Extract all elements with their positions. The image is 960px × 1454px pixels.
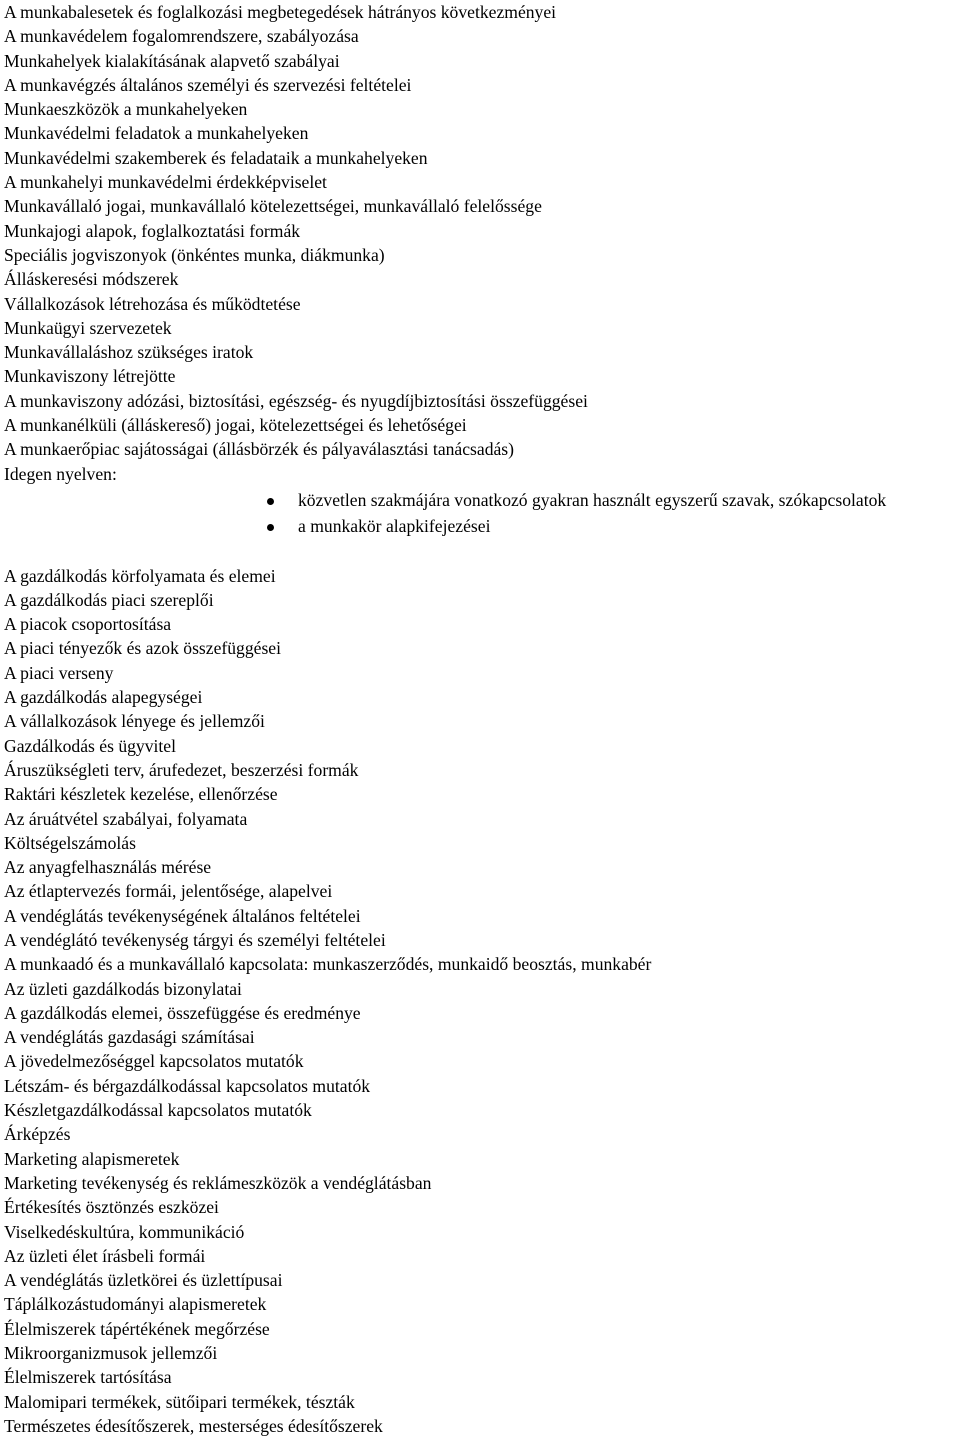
- topic-line: A gazdálkodás alapegységei: [4, 687, 203, 708]
- topic-line: Élelmiszerek tartósítása: [4, 1367, 172, 1388]
- topic-line: A vendéglátás tevékenységének általános feltételei: [4, 905, 361, 926]
- topic-line: Táplálkozástudományi alapismeretek: [4, 1294, 267, 1315]
- topic-line: Munkajogi alapok, foglalkoztatási formák: [4, 220, 301, 241]
- topic-line: Speciális jogviszonyok (önkéntes munka, diákmunka): [4, 244, 385, 265]
- topic-line: Értékesítés ösztönzés eszközei: [4, 1197, 219, 1218]
- bullet-item: [4, 488, 958, 512]
- topic-line: A vendéglátás üzletkörei és üzlettípusai: [4, 1270, 283, 1291]
- topic-line: A piaci verseny: [4, 662, 114, 683]
- topic-list-1: [4, 0, 958, 486]
- bullet-item: [4, 514, 958, 538]
- topic-line: A munkaadó és a munkavállaló kapcsolata: munkaszerződés, munkaidő beosztás, munkabér: [4, 954, 652, 975]
- topic-line: Malomipari termékek, sütőipari termékek, tészták: [4, 1391, 355, 1412]
- topic-line: Gazdálkodás és ügyvitel: [4, 735, 176, 756]
- topic-line: Az étlaptervezés formái, jelentősége, alapelvei: [4, 881, 333, 902]
- topic-line: A munkanélküli (álláskereső) jogai, kötelezettségei és lehetőségei: [4, 415, 467, 436]
- topic-line: Az üzleti élet írásbeli formái: [4, 1245, 206, 1266]
- topic-line: Vállalkozások létrehozása és működtetése: [4, 293, 301, 314]
- topic-line: Munkaeszközök a munkahelyeken: [4, 99, 248, 120]
- topic-line: Munkavállaló jogai, munkavállaló kötelezettségei, munkavállaló felelőssége: [4, 196, 542, 217]
- topic-line: A vendéglátó tevékenység tárgyi és személyi feltételei: [4, 929, 386, 950]
- topic-list-2: [4, 564, 958, 1439]
- bullet-dot-icon: [267, 498, 274, 505]
- topic-line: A piacok csoportosítása: [4, 614, 172, 635]
- topic-line: Létszám- és bérgazdálkodással kapcsolatos mutatók: [4, 1075, 371, 1096]
- topic-line: Idegen nyelven:: [4, 463, 117, 484]
- topic-line: A gazdálkodás piaci szereplői: [4, 589, 214, 610]
- topic-line: Élelmiszerek tápértékének megőrzése: [4, 1318, 270, 1339]
- topic-line: Árképzés: [4, 1124, 71, 1145]
- topic-line: A vállalkozások lényege és jellemzői: [4, 711, 265, 732]
- topic-line: Munkaügyi szervezetek: [4, 317, 172, 338]
- topic-line: Költségelszámolás: [4, 832, 136, 853]
- topic-line: Munkaviszony létrejötte: [4, 366, 176, 387]
- topic-line: A vendéglátás gazdasági számításai: [4, 1027, 255, 1048]
- topic-line: Készletgazdálkodással kapcsolatos mutatók: [4, 1100, 312, 1121]
- topic-line: Az áruátvétel szabályai, folyamata: [4, 808, 248, 829]
- topic-line: Marketing tevékenység és reklámeszközök a vendéglátásban: [4, 1172, 432, 1193]
- topic-line: A munkaerőpiac sajátosságai (állásbörzék és pályaválasztási tanácsadás): [4, 439, 515, 460]
- topic-line: A munkavédelem fogalomrendszere, szabályozása: [4, 26, 359, 47]
- topic-line: A gazdálkodás elemei, összefüggése és eredménye: [4, 1002, 361, 1023]
- topic-line: Természetes édesítőszerek, mesterséges édesítőszerek: [4, 1415, 383, 1436]
- topic-line: Viselkedéskultúra, kommunikáció: [4, 1221, 245, 1242]
- bullet-text: közvetlen szakmájára vonatkozó gyakran használt egyszerű szavak, szókapcsolatok: [298, 489, 887, 510]
- bullet-text: a munkakör alapkifejezései: [298, 516, 491, 537]
- document: [4, 0, 958, 1438]
- topic-line: Munkavédelmi feladatok a munkahelyeken: [4, 123, 309, 144]
- topic-line: Áruszükségleti terv, árufedezet, beszerzési formák: [4, 759, 359, 780]
- bullet-list: [4, 488, 958, 539]
- topic-line: A munkaviszony adózási, biztosítási, egészség- és nyugdíjbiztosítási összefüggései: [4, 390, 588, 411]
- topic-line: Marketing alapismeretek: [4, 1148, 180, 1169]
- section-spacer: [4, 541, 958, 564]
- topic-line: Mikroorganizmusok jellemzői: [4, 1343, 218, 1364]
- topic-line: Munkahelyek kialakításának alapvető szabályai: [4, 50, 340, 71]
- topic-line: A gazdálkodás körfolyamata és elemei: [4, 565, 276, 586]
- topic-line: Álláskeresési módszerek: [4, 269, 179, 290]
- bullet-dot-icon: [267, 524, 274, 531]
- topic-line: A munkahelyi munkavédelmi érdekképviselet: [4, 172, 327, 193]
- topic-line: Munkavállaláshoz szükséges iratok: [4, 342, 254, 363]
- topic-line: A munkavégzés általános személyi és szervezési feltételei: [4, 74, 412, 95]
- topic-line: Az anyagfelhasználás mérése: [4, 857, 212, 878]
- topic-line: Munkavédelmi szakemberek és feladataik a munkahelyeken: [4, 147, 428, 168]
- topic-line: A jövedelmezőséggel kapcsolatos mutatók: [4, 1051, 304, 1072]
- topic-line: A munkabalesetek és foglalkozási megbetegedések hátrányos következményei: [4, 2, 557, 22]
- topic-line: A piaci tényezők és azok összefüggései: [4, 638, 281, 659]
- topic-line: Raktári készletek kezelése, ellenőrzése: [4, 784, 278, 805]
- topic-line: Az üzleti gazdálkodás bizonylatai: [4, 978, 242, 999]
